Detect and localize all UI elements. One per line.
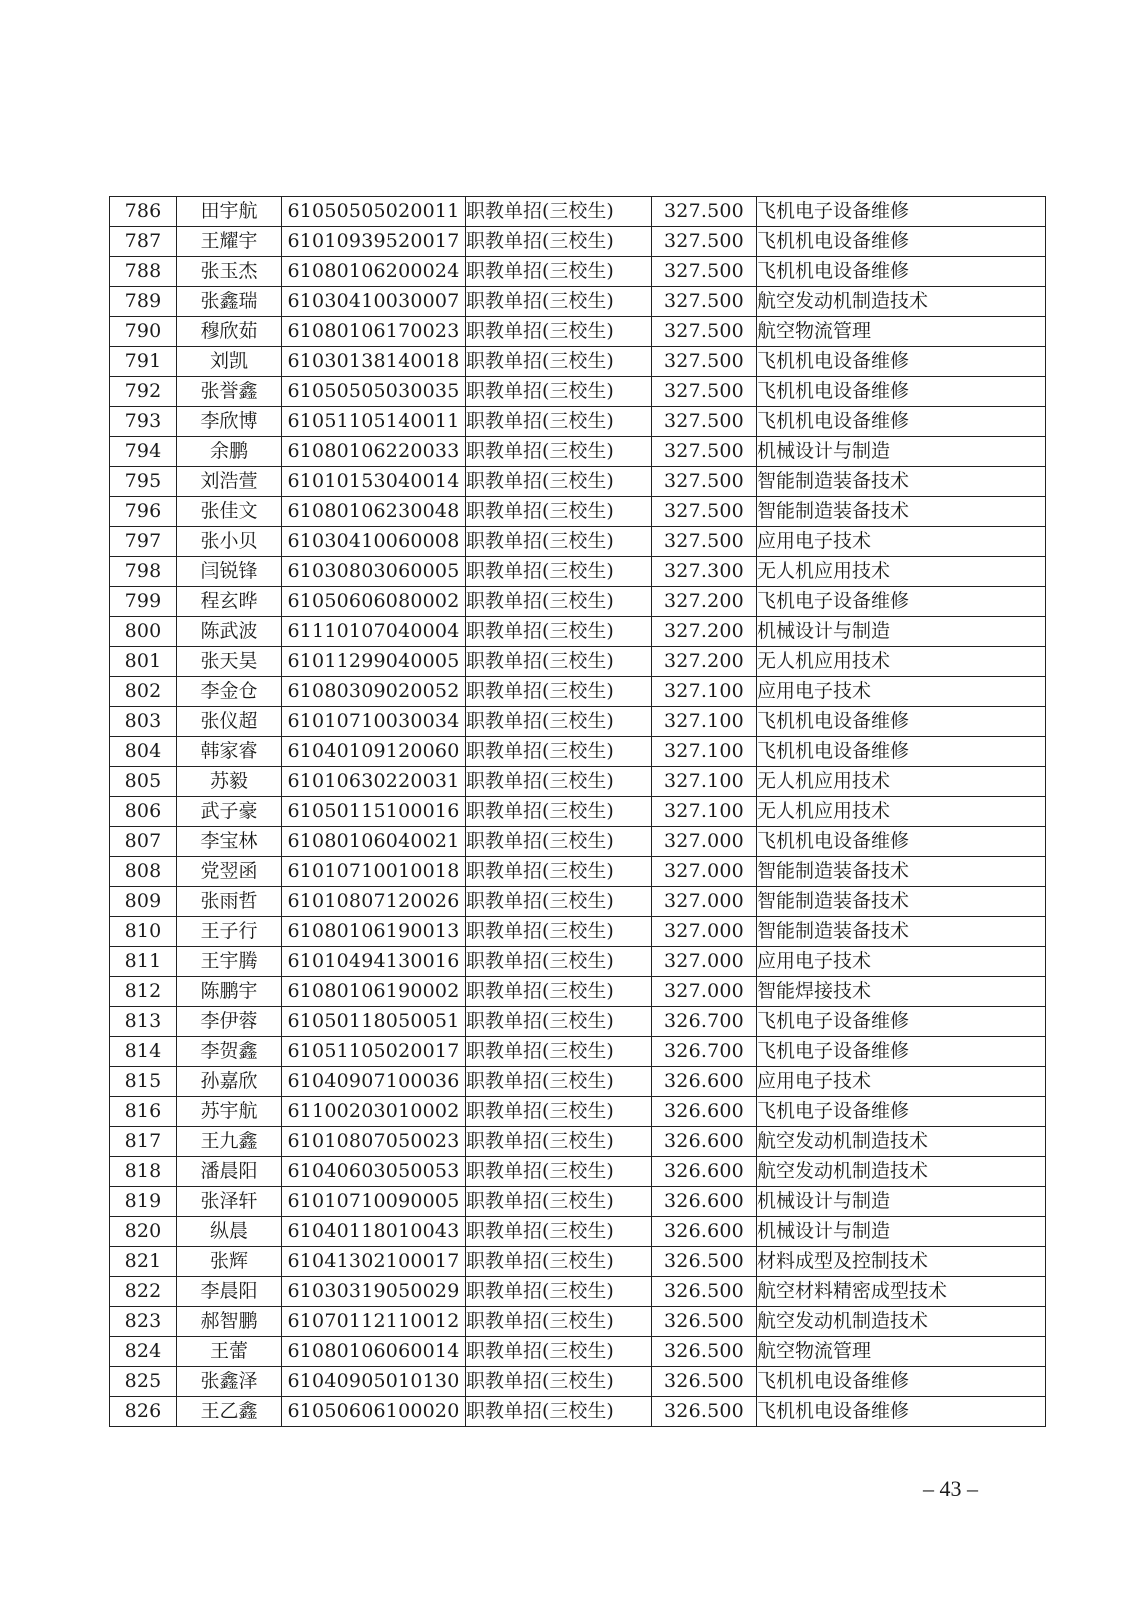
score-cell: 326.600	[652, 1157, 757, 1187]
table-row	[110, 887, 1046, 917]
candidate-id-cell: 61010710090005	[282, 1187, 466, 1217]
student-name-cell: 程玄晔	[177, 587, 282, 617]
major-cell: 无人机应用技术	[757, 647, 1046, 677]
score-cell: 327.500	[652, 437, 757, 467]
score-cell: 326.600	[652, 1127, 757, 1157]
admission-type-cell: 职教单招(三校生)	[466, 887, 652, 917]
admission-type-cell: 职教单招(三校生)	[466, 857, 652, 887]
student-name-cell: 李贺鑫	[177, 1037, 282, 1067]
major-cell: 机械设计与制造	[757, 1187, 1046, 1217]
score-cell: 327.000	[652, 857, 757, 887]
table-row	[110, 737, 1046, 767]
row-number-cell: 793	[110, 407, 177, 437]
candidate-id-cell: 61010494130016	[282, 947, 466, 977]
admission-type-cell: 职教单招(三校生)	[466, 827, 652, 857]
candidate-id-cell: 61040907100036	[282, 1067, 466, 1097]
row-number-cell: 791	[110, 347, 177, 377]
admission-type-cell: 职教单招(三校生)	[466, 557, 652, 587]
row-number-cell: 806	[110, 797, 177, 827]
admission-type-cell: 职教单招(三校生)	[466, 1067, 652, 1097]
major-cell: 无人机应用技术	[757, 767, 1046, 797]
major-cell: 飞机机电设备维修	[757, 1397, 1046, 1427]
student-name-cell: 张天昊	[177, 647, 282, 677]
candidate-id-cell: 61030803060005	[282, 557, 466, 587]
row-number-cell: 797	[110, 527, 177, 557]
major-cell: 航空发动机制造技术	[757, 287, 1046, 317]
table-row	[110, 1337, 1046, 1367]
student-name-cell: 苏宇航	[177, 1097, 282, 1127]
row-number-cell: 815	[110, 1067, 177, 1097]
table-row	[110, 1067, 1046, 1097]
score-cell: 327.500	[652, 347, 757, 377]
admission-type-cell: 职教单招(三校生)	[466, 647, 652, 677]
admission-type-cell: 职教单招(三校生)	[466, 227, 652, 257]
table-row	[110, 407, 1046, 437]
table-row	[110, 977, 1046, 1007]
score-cell: 326.700	[652, 1007, 757, 1037]
major-cell: 飞机机电设备维修	[757, 1367, 1046, 1397]
major-cell: 应用电子技术	[757, 677, 1046, 707]
table-row	[110, 1007, 1046, 1037]
row-number-cell: 802	[110, 677, 177, 707]
admission-type-cell: 职教单招(三校生)	[466, 1277, 652, 1307]
table-row	[110, 1217, 1046, 1247]
candidate-id-cell: 61110107040004	[282, 617, 466, 647]
row-number-cell: 808	[110, 857, 177, 887]
major-cell: 飞机机电设备维修	[757, 257, 1046, 287]
candidate-id-cell: 61080106060014	[282, 1337, 466, 1367]
major-cell: 飞机电子设备维修	[757, 1097, 1046, 1127]
major-cell: 应用电子技术	[757, 527, 1046, 557]
table-row	[110, 347, 1046, 377]
admission-type-cell: 职教单招(三校生)	[466, 197, 652, 227]
row-number-cell: 819	[110, 1187, 177, 1217]
major-cell: 飞机机电设备维修	[757, 227, 1046, 257]
admission-type-cell: 职教单招(三校生)	[466, 1397, 652, 1427]
student-name-cell: 张雨哲	[177, 887, 282, 917]
candidate-id-cell: 61040118010043	[282, 1217, 466, 1247]
row-number-cell: 796	[110, 497, 177, 527]
major-cell: 航空发动机制造技术	[757, 1127, 1046, 1157]
major-cell: 无人机应用技术	[757, 557, 1046, 587]
page-number: – 43 –	[923, 1476, 978, 1501]
admission-type-cell: 职教单招(三校生)	[466, 1007, 652, 1037]
admission-type-cell: 职教单招(三校生)	[466, 1307, 652, 1337]
row-number-cell: 794	[110, 437, 177, 467]
row-number-cell: 816	[110, 1097, 177, 1127]
student-name-cell: 纵晨	[177, 1217, 282, 1247]
table-row	[110, 467, 1046, 497]
major-cell: 飞机机电设备维修	[757, 407, 1046, 437]
table-row	[110, 647, 1046, 677]
major-cell: 应用电子技术	[757, 947, 1046, 977]
score-cell: 327.500	[652, 407, 757, 437]
candidate-id-cell: 61010939520017	[282, 227, 466, 257]
table-row	[110, 377, 1046, 407]
table-row	[110, 1277, 1046, 1307]
score-cell: 326.500	[652, 1337, 757, 1367]
major-cell: 飞机机电设备维修	[757, 707, 1046, 737]
admission-type-cell: 职教单招(三校生)	[466, 527, 652, 557]
score-cell: 326.500	[652, 1397, 757, 1427]
row-number-cell: 798	[110, 557, 177, 587]
student-name-cell: 孙嘉欣	[177, 1067, 282, 1097]
score-cell: 326.600	[652, 1067, 757, 1097]
row-number-cell: 809	[110, 887, 177, 917]
major-cell: 飞机机电设备维修	[757, 827, 1046, 857]
row-number-cell: 801	[110, 647, 177, 677]
table-row	[110, 197, 1046, 227]
student-name-cell: 王耀宇	[177, 227, 282, 257]
major-cell: 智能制造装备技术	[757, 467, 1046, 497]
score-cell: 327.500	[652, 497, 757, 527]
student-name-cell: 李晨阳	[177, 1277, 282, 1307]
table-row	[110, 1307, 1046, 1337]
candidate-id-cell: 61010710030034	[282, 707, 466, 737]
candidate-id-cell: 61051105020017	[282, 1037, 466, 1067]
row-number-cell: 810	[110, 917, 177, 947]
candidate-id-cell: 61080106170023	[282, 317, 466, 347]
row-number-cell: 825	[110, 1367, 177, 1397]
student-name-cell: 余鹏	[177, 437, 282, 467]
major-cell: 机械设计与制造	[757, 1217, 1046, 1247]
candidate-id-cell: 61010807050023	[282, 1127, 466, 1157]
table-row	[110, 1247, 1046, 1277]
score-cell: 327.000	[652, 887, 757, 917]
admission-type-cell: 职教单招(三校生)	[466, 977, 652, 1007]
major-cell: 飞机电子设备维修	[757, 197, 1046, 227]
row-number-cell: 804	[110, 737, 177, 767]
major-cell: 飞机电子设备维修	[757, 587, 1046, 617]
candidate-id-cell: 61010710010018	[282, 857, 466, 887]
admission-type-cell: 职教单招(三校生)	[466, 677, 652, 707]
candidate-id-cell: 61050505030035	[282, 377, 466, 407]
candidate-id-cell: 61080106040021	[282, 827, 466, 857]
table-row	[110, 617, 1046, 647]
score-cell: 326.500	[652, 1247, 757, 1277]
candidate-id-cell: 61050606080002	[282, 587, 466, 617]
major-cell: 智能制造装备技术	[757, 497, 1046, 527]
candidate-id-cell: 61030319050029	[282, 1277, 466, 1307]
student-name-cell: 穆欣茹	[177, 317, 282, 347]
student-name-cell: 潘晨阳	[177, 1157, 282, 1187]
score-cell: 326.500	[652, 1367, 757, 1397]
major-cell: 航空发动机制造技术	[757, 1307, 1046, 1337]
row-number-cell: 817	[110, 1127, 177, 1157]
row-number-cell: 823	[110, 1307, 177, 1337]
major-cell: 智能焊接技术	[757, 977, 1046, 1007]
candidate-id-cell: 61080106220033	[282, 437, 466, 467]
row-number-cell: 789	[110, 287, 177, 317]
row-number-cell: 788	[110, 257, 177, 287]
student-name-cell: 张辉	[177, 1247, 282, 1277]
score-cell: 327.500	[652, 317, 757, 347]
score-cell: 326.600	[652, 1097, 757, 1127]
table-row	[110, 437, 1046, 467]
admission-type-cell: 职教单招(三校生)	[466, 257, 652, 287]
student-name-cell: 张仪超	[177, 707, 282, 737]
student-name-cell: 党翌函	[177, 857, 282, 887]
candidate-id-cell: 61050115100016	[282, 797, 466, 827]
admission-type-cell: 职教单招(三校生)	[466, 347, 652, 377]
admission-type-cell: 职教单招(三校生)	[466, 947, 652, 977]
score-cell: 327.500	[652, 527, 757, 557]
candidate-id-cell: 61010630220031	[282, 767, 466, 797]
candidate-id-cell: 61050505020011	[282, 197, 466, 227]
row-number-cell: 826	[110, 1397, 177, 1427]
score-cell: 327.100	[652, 737, 757, 767]
row-number-cell: 812	[110, 977, 177, 1007]
student-name-cell: 刘凯	[177, 347, 282, 377]
candidate-id-cell: 61040603050053	[282, 1157, 466, 1187]
table-row	[110, 497, 1046, 527]
table-row	[110, 707, 1046, 737]
score-cell: 327.300	[652, 557, 757, 587]
major-cell: 飞机机电设备维修	[757, 737, 1046, 767]
admission-type-cell: 职教单招(三校生)	[466, 1097, 652, 1127]
row-number-cell: 818	[110, 1157, 177, 1187]
admission-type-cell: 职教单招(三校生)	[466, 1157, 652, 1187]
major-cell: 航空材料精密成型技术	[757, 1277, 1046, 1307]
student-name-cell: 武子豪	[177, 797, 282, 827]
candidate-id-cell: 61040905010130	[282, 1367, 466, 1397]
candidate-id-cell: 61100203010002	[282, 1097, 466, 1127]
score-cell: 327.500	[652, 197, 757, 227]
table-row	[110, 947, 1046, 977]
score-cell: 327.000	[652, 947, 757, 977]
admission-type-cell: 职教单招(三校生)	[466, 1337, 652, 1367]
candidate-id-cell: 61041302100017	[282, 1247, 466, 1277]
candidate-id-cell: 61030410060008	[282, 527, 466, 557]
table-row	[110, 1367, 1046, 1397]
table-row	[110, 257, 1046, 287]
major-cell: 航空物流管理	[757, 1337, 1046, 1367]
student-name-cell: 李宝林	[177, 827, 282, 857]
row-number-cell: 805	[110, 767, 177, 797]
student-name-cell: 苏毅	[177, 767, 282, 797]
admission-type-cell: 职教单招(三校生)	[466, 1247, 652, 1277]
student-name-cell: 王蕾	[177, 1337, 282, 1367]
major-cell: 机械设计与制造	[757, 617, 1046, 647]
row-number-cell: 800	[110, 617, 177, 647]
admission-type-cell: 职教单招(三校生)	[466, 1037, 652, 1067]
major-cell: 应用电子技术	[757, 1067, 1046, 1097]
score-cell: 326.700	[652, 1037, 757, 1067]
admission-type-cell: 职教单招(三校生)	[466, 737, 652, 767]
student-name-cell: 王子行	[177, 917, 282, 947]
admission-type-cell: 职教单招(三校生)	[466, 1217, 652, 1247]
score-cell: 327.500	[652, 257, 757, 287]
row-number-cell: 792	[110, 377, 177, 407]
student-name-cell: 李伊蓉	[177, 1007, 282, 1037]
table-row	[110, 227, 1046, 257]
row-number-cell: 790	[110, 317, 177, 347]
student-name-cell: 张玉杰	[177, 257, 282, 287]
major-cell: 无人机应用技术	[757, 797, 1046, 827]
table-row	[110, 1397, 1046, 1427]
candidate-id-cell: 61051105140011	[282, 407, 466, 437]
table-row	[110, 1157, 1046, 1187]
table-row	[110, 287, 1046, 317]
table-row	[110, 857, 1046, 887]
admission-table	[109, 196, 1046, 1427]
student-name-cell: 张佳文	[177, 497, 282, 527]
admission-type-cell: 职教单招(三校生)	[466, 587, 652, 617]
student-name-cell: 张鑫瑞	[177, 287, 282, 317]
score-cell: 326.500	[652, 1307, 757, 1337]
score-cell: 326.600	[652, 1217, 757, 1247]
candidate-id-cell: 61080106190002	[282, 977, 466, 1007]
score-cell: 327.100	[652, 677, 757, 707]
student-name-cell: 田宇航	[177, 197, 282, 227]
candidate-id-cell: 61080106190013	[282, 917, 466, 947]
row-number-cell: 822	[110, 1277, 177, 1307]
student-name-cell: 陈武波	[177, 617, 282, 647]
student-name-cell: 陈鹏宇	[177, 977, 282, 1007]
major-cell: 智能制造装备技术	[757, 887, 1046, 917]
score-cell: 327.100	[652, 707, 757, 737]
candidate-id-cell: 61030138140018	[282, 347, 466, 377]
candidate-id-cell: 61080309020052	[282, 677, 466, 707]
admission-type-cell: 职教单招(三校生)	[466, 377, 652, 407]
major-cell: 智能制造装备技术	[757, 857, 1046, 887]
student-name-cell: 郝智鹏	[177, 1307, 282, 1337]
admission-type-cell: 职教单招(三校生)	[466, 467, 652, 497]
admission-type-cell: 职教单招(三校生)	[466, 707, 652, 737]
major-cell: 材料成型及控制技术	[757, 1247, 1046, 1277]
score-cell: 327.100	[652, 767, 757, 797]
candidate-id-cell: 61010807120026	[282, 887, 466, 917]
student-name-cell: 张小贝	[177, 527, 282, 557]
score-cell: 327.100	[652, 797, 757, 827]
row-number-cell: 821	[110, 1247, 177, 1277]
student-name-cell: 王九鑫	[177, 1127, 282, 1157]
major-cell: 飞机机电设备维修	[757, 377, 1046, 407]
score-cell: 327.200	[652, 617, 757, 647]
row-number-cell: 814	[110, 1037, 177, 1067]
score-cell: 327.500	[652, 227, 757, 257]
table-row	[110, 317, 1046, 347]
table-body	[110, 197, 1046, 1427]
student-name-cell: 王乙鑫	[177, 1397, 282, 1427]
major-cell: 飞机电子设备维修	[757, 1037, 1046, 1067]
table-row	[110, 677, 1046, 707]
admission-type-cell: 职教单招(三校生)	[466, 497, 652, 527]
row-number-cell: 803	[110, 707, 177, 737]
score-cell: 327.200	[652, 647, 757, 677]
student-name-cell: 王宇腾	[177, 947, 282, 977]
score-cell: 326.500	[652, 1277, 757, 1307]
admission-type-cell: 职教单招(三校生)	[466, 287, 652, 317]
candidate-id-cell: 61050118050051	[282, 1007, 466, 1037]
admission-type-cell: 职教单招(三校生)	[466, 1187, 652, 1217]
admission-type-cell: 职教单招(三校生)	[466, 1127, 652, 1157]
table-row	[110, 827, 1046, 857]
table-row	[110, 917, 1046, 947]
candidate-id-cell: 61011299040005	[282, 647, 466, 677]
admission-type-cell: 职教单招(三校生)	[466, 407, 652, 437]
candidate-id-cell: 61050606100020	[282, 1397, 466, 1427]
row-number-cell: 799	[110, 587, 177, 617]
candidate-id-cell: 61010153040014	[282, 467, 466, 497]
score-cell: 326.600	[652, 1187, 757, 1217]
row-number-cell: 786	[110, 197, 177, 227]
score-cell: 327.000	[652, 977, 757, 1007]
major-cell: 航空物流管理	[757, 317, 1046, 347]
table-row	[110, 1187, 1046, 1217]
student-name-cell: 李欣博	[177, 407, 282, 437]
student-name-cell: 闫锐锋	[177, 557, 282, 587]
score-cell: 327.200	[652, 587, 757, 617]
major-cell: 机械设计与制造	[757, 437, 1046, 467]
score-cell: 327.000	[652, 827, 757, 857]
admission-type-cell: 职教单招(三校生)	[466, 437, 652, 467]
student-name-cell: 李金仓	[177, 677, 282, 707]
score-cell: 327.500	[652, 377, 757, 407]
student-name-cell: 张泽轩	[177, 1187, 282, 1217]
student-name-cell: 刘浩萱	[177, 467, 282, 497]
admission-type-cell: 职教单招(三校生)	[466, 797, 652, 827]
candidate-id-cell: 61070112110012	[282, 1307, 466, 1337]
row-number-cell: 824	[110, 1337, 177, 1367]
score-cell: 327.500	[652, 287, 757, 317]
table-row	[110, 797, 1046, 827]
row-number-cell: 807	[110, 827, 177, 857]
admission-type-cell: 职教单招(三校生)	[466, 767, 652, 797]
major-cell: 智能制造装备技术	[757, 917, 1046, 947]
candidate-id-cell: 61040109120060	[282, 737, 466, 767]
student-name-cell: 韩家睿	[177, 737, 282, 767]
admission-type-cell: 职教单招(三校生)	[466, 317, 652, 347]
table-row	[110, 587, 1046, 617]
candidate-id-cell: 61080106230048	[282, 497, 466, 527]
major-cell: 飞机机电设备维修	[757, 347, 1046, 377]
table-row	[110, 767, 1046, 797]
row-number-cell: 811	[110, 947, 177, 977]
student-name-cell: 张誉鑫	[177, 377, 282, 407]
admission-type-cell: 职教单招(三校生)	[466, 917, 652, 947]
candidate-id-cell: 61030410030007	[282, 287, 466, 317]
major-cell: 航空发动机制造技术	[757, 1157, 1046, 1187]
admission-type-cell: 职教单招(三校生)	[466, 617, 652, 647]
major-cell: 飞机电子设备维修	[757, 1007, 1046, 1037]
row-number-cell: 787	[110, 227, 177, 257]
row-number-cell: 820	[110, 1217, 177, 1247]
table-row	[110, 1097, 1046, 1127]
score-cell: 327.500	[652, 467, 757, 497]
table-row	[110, 1037, 1046, 1067]
table-row	[110, 1127, 1046, 1157]
admission-type-cell: 职教单招(三校生)	[466, 1367, 652, 1397]
score-cell: 327.000	[652, 917, 757, 947]
table-row	[110, 527, 1046, 557]
table-row	[110, 557, 1046, 587]
candidate-id-cell: 61080106200024	[282, 257, 466, 287]
row-number-cell: 813	[110, 1007, 177, 1037]
student-name-cell: 张鑫泽	[177, 1367, 282, 1397]
row-number-cell: 795	[110, 467, 177, 497]
